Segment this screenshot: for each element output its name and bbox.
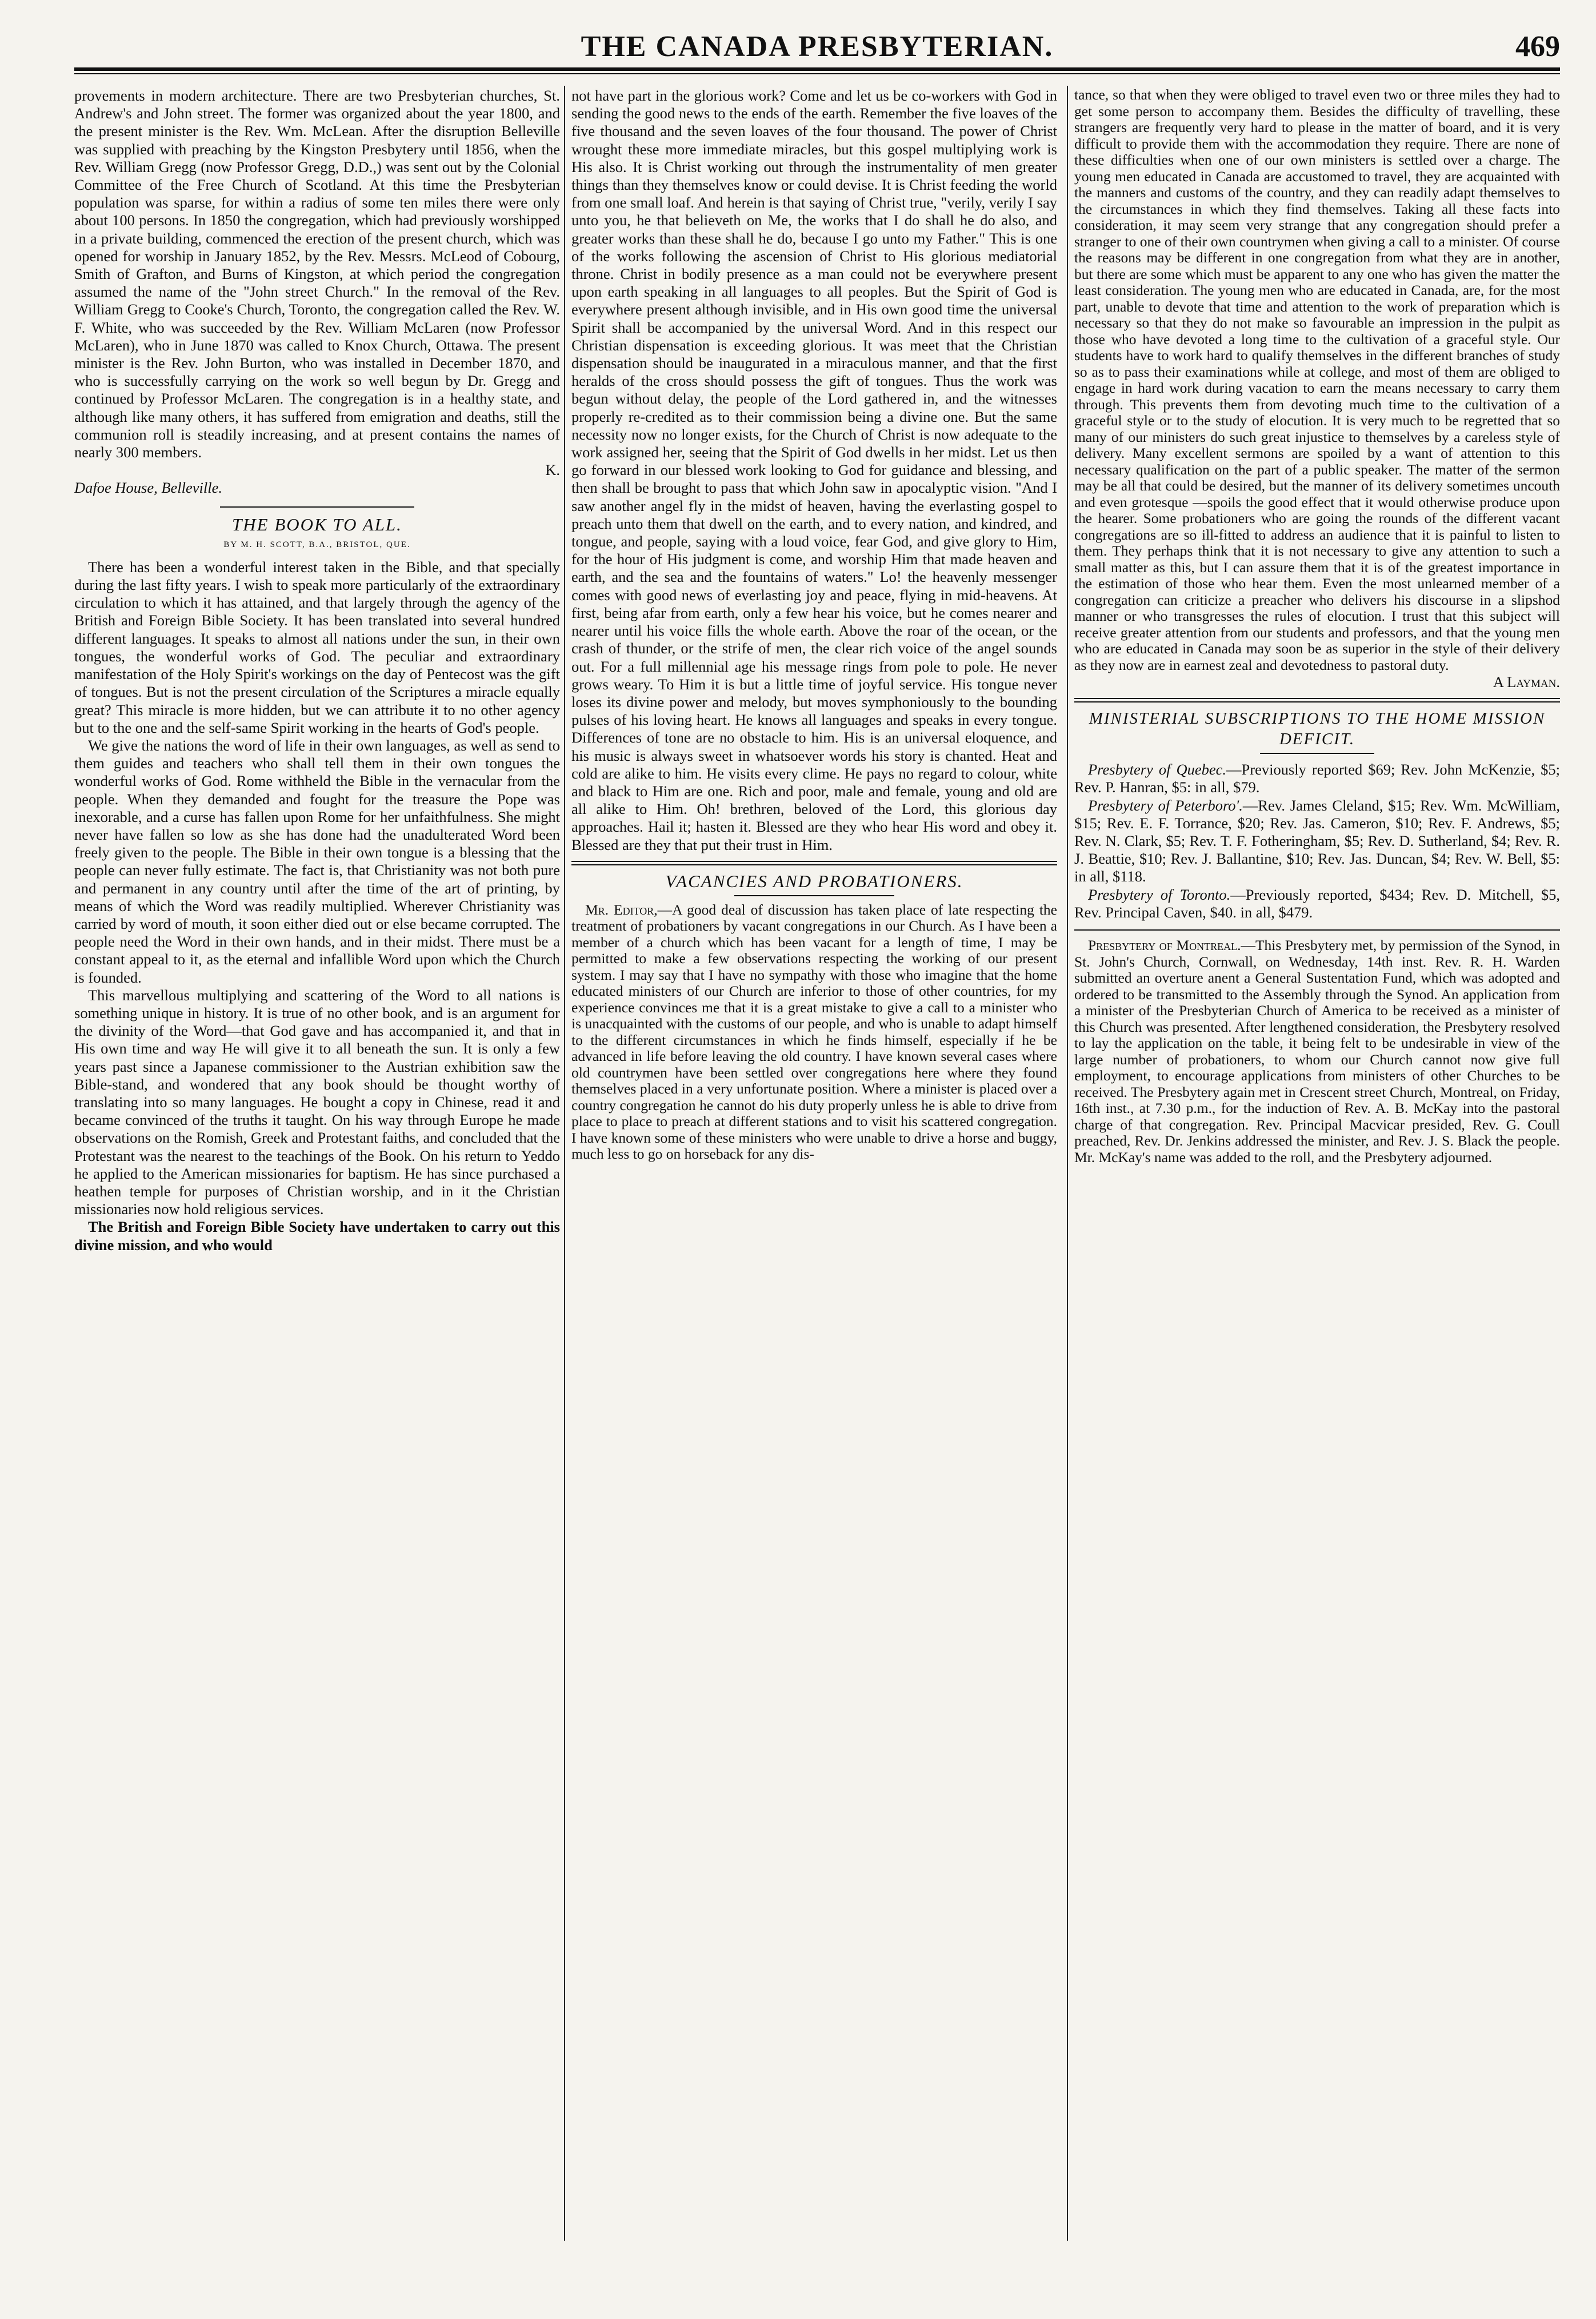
presbytery-name: Presbytery of Montreal. <box>1088 937 1241 954</box>
paragraph <box>1074 937 1560 1166</box>
paragraph: not have part in the glorious work? Come and let us be co-workers with God in sending the good news to the ends of the earth. Remember the five loaves of the five thousand and the seven loaves of the four thousand. The power of Christ wrought these more immediate miracles, but this gospel multiplying work is His also. It is Christ working out through the instrumentality of men greater things than they themselves know or could devise. It is Christ feeding the world from one small loaf. And herein is that saying of Christ true, "verily, verily I say unto you, he that believeth on Me, the works that I do shall he do also, and greater works than these shall he do, because I go unto my Father." This is one of the works following the ascension of Christ to His glorious mediatorial throne. Christ in bodily presence as a man could not be everywhere present upon earth speaking in all languages to all peoples. But the Spirit of God is everywhere present although invisible, and in His own good time the universal Spirit shall be accompanied by the universal Word. And in this respect our Christian dispensation is exceeding glorious. It was meet that the Christian dispensation should be inaugurated in a miraculous manner, and that the first heralds of the cross should possess the gift of tongues. Thus the work was begun without delay, the people of the Lord gathered in, and the witnesses properly re-credited as to their commission being a divine one. But the same necessity now no longer exists, for the Church of Christ is now adequate to the work assigned her, seeing that the Spirit of God dwells in her midst. Let us then go forward in our blessed work looking to God for guidance and blessing, and then shall be brought to pass that which John saw in apocalyptic vision. "And I saw another angel fly in the midst of heaven, having the everlasting gospel to preach unto them that dwell on the earth, and to every nation, and kindred, and tongue, and people, saying with a loud voice, fear God, and give glory to Him, for the hour of His judgment is come, and worship Him that made heaven and earth, and the sea and the fountains of waters." Lo! the heavenly messenger comes with good news of everlasting joy and peace, flying in mid-heavens. At first, being afar from earth, only a few hear his voice, but he comes nearer and nearer until his voice fills the whole earth. Above the roar of the ocean, or the crash of thunder, or the strife of men, the clear rich voice of the angel sounds out. For a full millennial age his message rings from pole to pole. He never grows weary. To Him it is but a little time of joyful service. His tongue never loses its divine power and melody, but moves symphoniously to the bounding pulses of his loving heart. He knows all languages and speaks in every tongue. Differences of tone are no obstacle to him. His is an universal eloquence, and his music is always sweet in whatsoever words his story is chanted. Heat and cold are alike to him. He visits every clime. He pays no regard to colour, white and black to Him are one. Rich and poor, male and female, young and old are all alike to Him. Oh! brethren, beloved of the Lord, this glorious day approaches. Hail it; hasten it. Blessed are they who hear His word and obey it. Blessed are they that put their trust in Him. <box>571 87 1057 853</box>
entry-text: —Previously reported $69; Rev. John McKenzie, $5; Rev. P. Hanran, $5: in all, $79. <box>1074 761 1560 796</box>
paragraph: There has been a wonderful interest taken in the Bible, and that specially during the last fifty years. I wish to speak more particularly of the extraordinary circulation to which it has attained, and that largely through the agency of the British and Foreign Bible Society. It has been translated into several hundred different languages. It speaks to almost all nations under the sun, in their own tongues, the wonderful works of God. The peculiar and extraordinary manifestation of the Holy Spirit's workings on the day of Pentecost was the gift of tongues. But is not the present circulation of the Scriptures a miracle equally great? This miracle is more hidden, but we can attribute it to no other agency but to the one and the self-same Spirit working in the hearts of God's people. <box>74 558 560 736</box>
dateline: Dafoe House, Belleville. <box>74 479 223 497</box>
paragraph: We give the nations the word of life in their own languages, as well as send to them guides and teachers who shall tell them in their own tongues the wonderful works of God. Rome withheld the Bible in the vernacular from the people. When they demanded and fought for the treasure the Pope was inexorable, and a curse has fallen upon Rome for her unfaithfulness. She might never have fallen so low as she has done had the unadulterated Word been freely given to the people. The Bible in their own tongue is a blessing that the people can never fully estimate. The fact is, that Christianity was not both pure and permanent in any country until after the time of the art of printing, by means of which the Word was readily multiplied. Wherever Christianity was carried by word of mouth, it soon either died out or else became corrupted. The people need the Word in their own hands, and in their midst. There must be a constant appeal to it, as the eternal and infallible Word upon which the Church is founded. <box>74 736 560 986</box>
newspaper-title: THE CANADA PRESBYTERIAN. <box>581 30 1054 63</box>
author-initial: K. <box>545 461 560 479</box>
header-rule-thick <box>74 67 1560 71</box>
paragraph: tance, so that when they were obliged to travel even two or three miles they had to get some person to accompany them. Besides the difficulty of travelling, these strangers are frequently very hard to please in the matter of board, and it is very difficult to provide them with the accommodation they require. There are none of these difficulties when one of our own ministers is settled over a charge. The young men educated in Canada are accustomed to travel, they are acquainted with the manners and customs of the country, and they can readily adapt themselves to the circumstances in which they find themselves. Taking all these facts into consideration, it may seem very strange that any congregation should prefer a stranger to one of their own countrymen when giving a call to a minister. Of course the reasons may be different in one congregation from what they are in another, but there are some which must be apparent to any one who has given the matter the least consideration. The young men who are educated in Canada, are, for the most part, unable to devote that time and attention to the work of preparation which is necessary so that they do not make so favourable an impression in the pulpit as those who have devoted a long time to the cultivation of a graceful style. Our students have to work hard to qualify themselves in the different branches of study so as to pass their examinations while at college, and most of them are obliged to engage in hard work during vacation to earn the means necessary to carry them through. This prevents them from devoting much time to the cultivation of a graceful style or to the study of elocution. It is very much to be regretted that so many of our ministers do such great injustice to themselves by a careless style of delivery. Many excellent sermons are spoiled by a want of attention to this necessary qualification on the part of a public speaker. The matter of the sermon may be all that could be desired, but the manner of its delivery sometimes uncouth and even grotesque —spoils the good effect that it would otherwise produce upon the hearer. Some probationers who are going the rounds of the different vacant congregations are so ill-fitted to address an audience that it is painful to listen to them. They perhaps think that it is not necessary to give any attention to such a small matter as this, but I can assure them that it is of the greatest importance in the estimation of those who hear them. Even the most unlearned member of a congregation can criticize a preacher who delivers his discourse in a slipshod manner or who transgresses the rules of elocution. I trust that this subject will receive greater attention from our students and professors, and that the young men who are educated in Canada may soon be as superior in the style of their delivery as they now are in earnest zeal and devotedness to pastoral duty. <box>1074 87 1560 673</box>
page-header <box>74 30 1560 64</box>
subscription-entry <box>1074 797 1560 886</box>
presbytery-name: Presbytery of Toronto. <box>1088 885 1231 903</box>
paragraph: provements in modern architecture. There are two Presbyterian churches, St. Andrew's and John street. The former was organized about the year 1800, and the present minister is the Rev. Wm. McLean. After the disruption Belleville was supplied with preaching by the Kingston Presbytery until 1856, when the Rev. William Gregg (now Professor Gregg, D.D.,) was sent out by the Colonial Committee of the Free Church of Scotland. At this time the Presbyterian population was sparse, for within a radius of some ten miles there were only about 100 persons. In 1850 the congregation, which had previously worshipped in a private building, commenced the erection of the present church, which was opened for worship in January 1852, by the Rev. Messrs. McLeod of Cobourg, Smith of Grafton, and Burns of Kingston, at which period the congregation assumed the name of the "John street Church." In the removal of the Rev. William Gregg to Cooke's Church, Toronto, the congregation called the Rev. W. F. White, who was succeeded by the Rev. William McLaren (now Professor McLaren), who in June 1870 was called to Knox Church, Ottawa. The present minister is the Rev. John Burton, who was installed in December 1870, and who is successfully carrying on the work so well begun by Dr. Gregg and continued by Professor McLaren. The congregation is in a healthy state, and although like many others, it has suffered from emigration and deaths, still the communion roll is steadily increasing, and at present contains the names of nearly 300 members. <box>74 87 560 461</box>
entry-text: —Rev. James Cleland, $15; Rev. Wm. McWilliam, $15; Rev. E. F. Torrance, $20; Rev. Jas. Cameron, $10; Rev. F. Andrews, $5; Rev. N. Clark, $5; Rev. T. F. Fotheringham, $5; Rev. D. Sutherland, $4; Rev. R. J. Beattie, $10; Rev. J. Ballantine, $10; Rev. Jas. Duncan, $4; Rev. W. Bell, $5: in all, $118. <box>1074 796 1560 885</box>
section-divider <box>1074 698 1560 703</box>
salutation: Mr. Editor, <box>585 901 658 918</box>
signature: A Layman. <box>1493 673 1560 690</box>
heading-underline <box>734 895 894 896</box>
paragraph: The British and Foreign Bible Society have undertaken to carry out this divine mission, and who would <box>74 1218 560 1254</box>
column-middle <box>571 87 1057 2236</box>
column-divider <box>564 86 565 2241</box>
column-right <box>1074 87 1560 2236</box>
column-divider <box>1067 86 1068 2241</box>
presbytery-name: Presbytery of Quebec. <box>1088 761 1227 779</box>
section-divider <box>571 861 1057 865</box>
column-left <box>74 87 560 2236</box>
section-divider <box>220 506 414 508</box>
entry-text: —Previously reported, $434; Rev. D. Mitchell, $5, Rev. Principal Caven, $40. in all, $479. <box>1074 885 1560 921</box>
article-heading: MINISTERIAL SUBSCRIPTIONS TO THE HOME MISSION DEFICIT. <box>1089 709 1546 749</box>
presbytery-name: Presbytery of Peterboro'. <box>1088 796 1243 814</box>
paragraph-text: —A good deal of discussion has taken place of late respecting the treatment of probationers by vacant congregations in our Church. As I have been a member of a church which has been vacant for a length of time, I may be permitted to make a few observations respecting the working of our present system. I may say that I have no sympathy with those who imagine that the home educated ministers of our Church are inferior to those of other countries, for my experience convinces me that it is a great mistake to give a call to a minister who is unacquainted with the customs of our people, and who is unable to adapt himself to the different circumstances in which he finds himself, especially if he be advanced in life before leaving the old country. I have known several cases where old countrymen have been settled over congregations here where they found themselves placed in a very unfortunate position. Where a minister is placed over a country congregation he cannot do his duty properly unless he is able to drive from place to place to preach at different stations and to visit his scattered congregation. I have known some of these ministers who were unable to drive a horse and buggy, much less to go on horseback for any dis- <box>571 901 1057 1163</box>
header-rule-thin <box>74 73 1560 74</box>
section-divider <box>1074 929 1560 931</box>
subscription-entry <box>1074 886 1560 921</box>
paragraph: This marvellous multiplying and scattering of the Word to all nations is something unique in history. It is true of no other book, and is an argument for the divinity of the Word—that God gave and has accompanied it, and that in His own time and way He will give it to all beneath the sun. It is only a few years past since a Japanese commissioner to the Austrian exhibition saw the Bible-stand, and wondered that any book should be thought worthy of translating into so many languages. He bought a copy in Chinese, read it and became convinced of the truths it taught. On his way through Europe he made observations on the Romish, Greek and Protestant faiths, and concluded that the Protestant was the nearest to the teachings of the Book. On his return to Yeddo he applied to the American missionaries for baptism. He has since purchased a heathen temple for purposes of Christian worship, and in it the Christian missionaries now hold religious services. <box>74 986 560 1218</box>
page-number: 469 <box>1515 30 1560 63</box>
article-heading: VACANCIES AND PROBATIONERS. <box>665 871 963 891</box>
paragraph-text: —This Presbytery met, by permission of the Synod, in St. John's Church, Cornwall, on Wednesday, 14th inst. Rev. R. H. Warden submitted an overture anent a General Sustentation Fund, which was adopted and ordered to be transmitted to the Assembly through the Synod. An application from a minister of the Presbyterian Church of America to be received as a minister of this Church was presented. After lengthened consideration, the Presbytery resolved to lay the application on the table, it being felt to be undesirable in view of the large number of probationers, to whom our Church cannot now give full employment, to encourage applications from ministers of other Churches to be received. The Presbytery again met in Crescent street Church, Montreal, on Friday, 16th inst., at 7.30 p.m., for the induction of Rev. A. B. McKay into the pastoral charge of that congregation. Rev. Principal Macvicar presided, Rev. G. Coull preached, Rev. Dr. Jenkins addressed the minister, and Rev. J. S. Black the people. Mr. McKay's name was added to the roll, and the Presbytery adjourned. <box>1074 937 1560 1166</box>
subscription-entry <box>1074 761 1560 796</box>
article-heading: THE BOOK TO ALL. <box>232 514 402 534</box>
paragraph <box>571 902 1057 1163</box>
heading-underline <box>1260 753 1374 754</box>
byline: BY M. H. SCOTT, B.A., BRISTOL, QUE. <box>223 540 411 549</box>
